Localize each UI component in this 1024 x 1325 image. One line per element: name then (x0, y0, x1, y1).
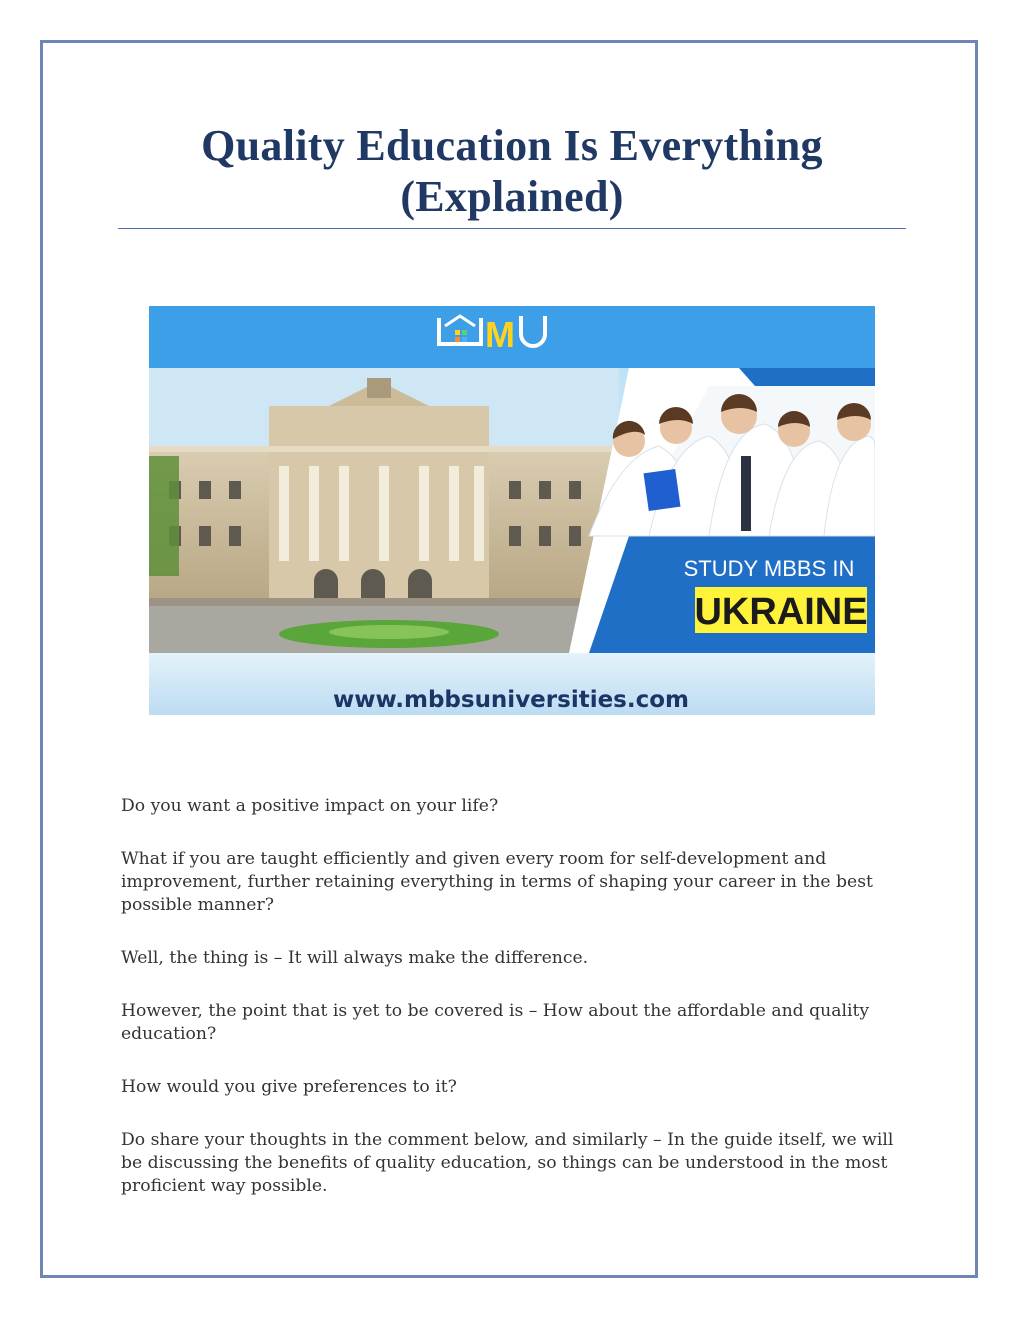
tagline-line-1: STUDY MBBS IN (683, 556, 855, 581)
paragraph: What if you are taught efficiently and given every room for self-development and improvement, further retaining everything in terms of shaping your career in the best possible manner? (121, 849, 873, 915)
banner-image (149, 306, 875, 715)
website-url: www.mbbsuniversities.com (332, 687, 690, 713)
paragraph: Do you want a positive impact on your life? (121, 796, 499, 816)
title-line-2: (Explained) (400, 172, 624, 221)
tagline-line-2: UKRAINE (694, 591, 868, 633)
title-line-1: Quality Education Is Everything (201, 121, 823, 170)
paragraph: Do share your thoughts in the comment below, and similarly – In the guide itself, we will be discussing the benefits of quality education, so things can be understood in the most proficient way possible. (121, 1130, 894, 1196)
paragraph: However, the point that is yet to be covered is – How about the affordable and quality education? (121, 1001, 870, 1044)
paragraph: How would you give preferences to it? (121, 1077, 457, 1097)
title-underline (118, 228, 906, 229)
blue-corner (739, 368, 875, 386)
article-body (121, 795, 901, 1228)
university-building-photo (149, 368, 619, 653)
document-title (0, 120, 1024, 222)
svg-text:M: M (485, 314, 515, 355)
paragraph: Well, the thing is – It will always make the difference. (121, 948, 589, 968)
